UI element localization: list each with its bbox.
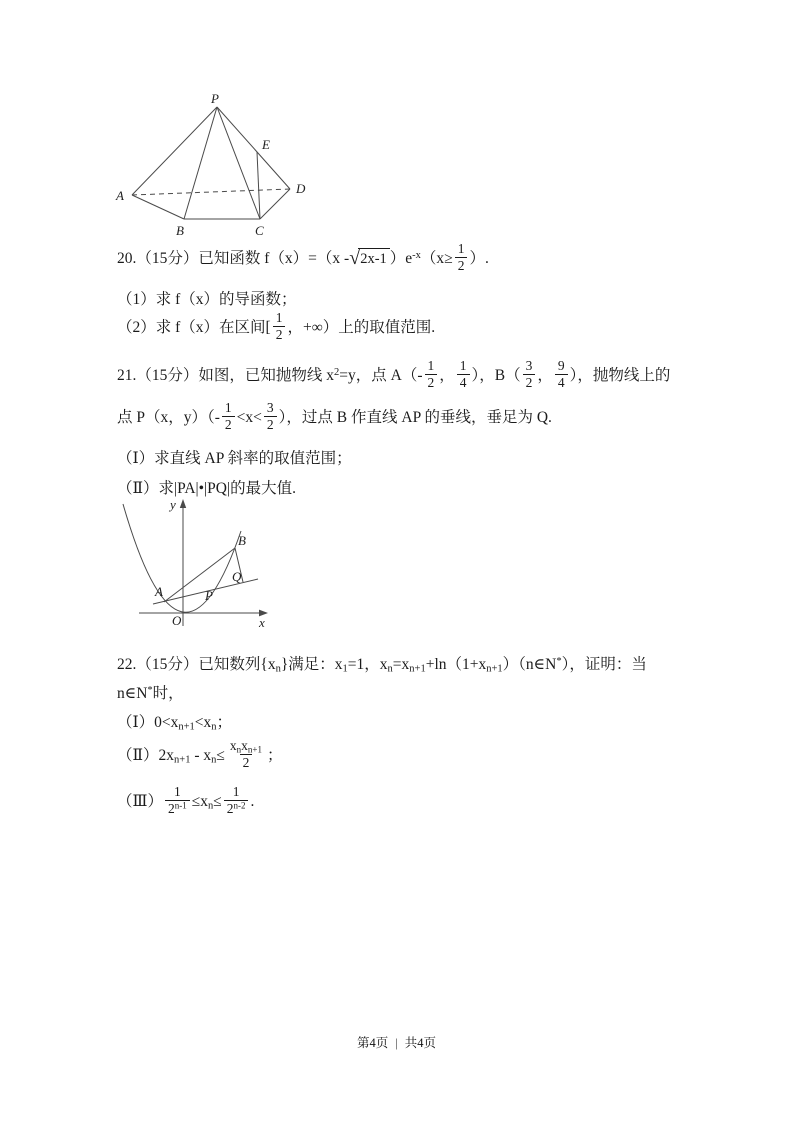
vertex-label-P: P (211, 92, 219, 106)
text-segment: （Ⅰ）0<x (117, 714, 179, 731)
fraction (224, 784, 249, 816)
subscript: n+1 (486, 663, 503, 675)
parabola-figure (113, 496, 283, 644)
pyramid-edges (132, 107, 290, 219)
text-segment: . (250, 793, 255, 810)
problem-21-heading (117, 355, 685, 439)
fraction-numerator (227, 738, 265, 754)
subscript: n (207, 800, 214, 812)
text-segment: （Ⅱ）求|PA|•|PQ|的最大值. (117, 480, 296, 497)
line-AB (164, 548, 235, 602)
text-segment: - x (190, 747, 212, 764)
parabola-curve (123, 504, 241, 612)
text-segment: =1，x (347, 656, 388, 673)
edge-CD (260, 189, 290, 219)
text-segment: 时， (152, 685, 184, 702)
fraction-denominator: 2 (273, 326, 286, 343)
problem-22-heading (117, 650, 685, 708)
superscript: * (147, 684, 153, 696)
vertex-label-C: C (255, 223, 264, 238)
problem-20-heading (117, 242, 737, 276)
text-segment: ），B（ (471, 367, 521, 384)
text-segment: ），抛物线上的点 P（x，y）（- (117, 367, 671, 426)
edge-AB (132, 195, 184, 219)
text-segment: （x≥ (420, 250, 453, 267)
text-segment: <x (194, 714, 212, 731)
text-segment: 2 (167, 800, 175, 816)
fraction (457, 358, 470, 390)
fraction-denominator: 4 (457, 374, 470, 391)
text-segment: ≤ (213, 793, 222, 810)
fraction-numerator: 3 (266, 400, 274, 416)
edge-PD (217, 107, 290, 189)
text-segment: ）（n∈N (502, 656, 557, 673)
fraction-numerator: 1 (232, 784, 240, 800)
text-segment: 20.（15分）已知函数 f（x）=（x - (117, 250, 350, 267)
fraction-denominator: 2 (222, 416, 235, 433)
parabola-lines (123, 504, 262, 626)
superscript: 2 (334, 366, 340, 378)
subscript: n (211, 721, 217, 733)
subscript: n+1 (174, 754, 191, 766)
text-segment: （Ⅰ）求直线 AP 斜率的取值范围； (117, 450, 352, 467)
text-segment: =y，点 A（- (339, 367, 423, 384)
page-footer (0, 1033, 793, 1051)
axis-label-x: x (259, 615, 265, 630)
fraction (165, 784, 190, 816)
point-label-B: B (238, 533, 246, 548)
fraction-numerator: 1 (173, 784, 181, 800)
radical-sign-icon: √ (349, 247, 361, 270)
parabola-labels (154, 497, 265, 630)
vertex-label-A: A (116, 188, 124, 203)
point-label-A: A (155, 584, 163, 599)
text-segment: ； (216, 714, 233, 731)
vertex-label-E: E (262, 137, 270, 152)
text-segment: ，+∞）上的取值范围. (287, 319, 436, 336)
footer-page-number: 第4页 (356, 1036, 389, 1050)
vertex-label-B: B (176, 223, 184, 238)
fraction-numerator: 3 (525, 358, 533, 374)
text-segment: ， (439, 367, 455, 384)
text-segment: +ln（1+x (425, 656, 487, 673)
problem-22-part3 (117, 780, 254, 824)
subscript: 1 (342, 663, 348, 675)
text-segment: 2 (226, 800, 234, 816)
fraction-denominator: 2 (425, 374, 438, 391)
fraction (273, 310, 286, 342)
text-segment: ）e (389, 250, 413, 267)
text-segment: x (229, 738, 237, 754)
vertex-label-D: D (296, 181, 306, 196)
fraction-numerator: 1 (224, 400, 232, 416)
fraction (222, 400, 235, 432)
text-segment: ），过点 B 作直线 AP 的垂线，垂足为 Q. (278, 409, 552, 426)
fraction-denominator: 2 (455, 257, 468, 274)
fraction-denominator (165, 800, 190, 817)
text-segment: <x< (236, 409, 262, 426)
footer-page-total: 共4页 (404, 1036, 437, 1050)
fraction (227, 738, 265, 770)
axis-arrows (180, 499, 268, 616)
fraction (264, 400, 277, 432)
superscript: * (556, 655, 562, 667)
subscript: n+1 (178, 721, 195, 733)
text-segment: （Ⅱ）2x (117, 747, 175, 764)
subscript: n (275, 663, 281, 675)
text-segment: ），证明：当 n∈N (117, 656, 647, 702)
edge-PC (217, 107, 260, 219)
pyramid-figure (107, 92, 322, 244)
fraction-denominator: 2 (523, 374, 536, 391)
fraction-numerator: 9 (557, 358, 565, 374)
footer-separator: | (395, 1036, 398, 1050)
fraction (523, 358, 536, 390)
problem-22-part1 (117, 710, 232, 736)
fraction (555, 358, 568, 390)
fraction-numerator: 1 (457, 241, 465, 257)
y-axis-arrow-icon (180, 499, 186, 508)
fraction-numerator: 1 (275, 310, 283, 326)
origin-label-O: O (172, 613, 182, 628)
text-segment: ≤x (191, 793, 208, 810)
point-label-P: P (205, 588, 213, 603)
edge-AD-dashed (132, 189, 290, 195)
text-segment: ）. (469, 250, 489, 267)
fraction (425, 358, 438, 390)
subscript: n (387, 663, 393, 675)
text-segment: （1）求 f（x）的导函数； (117, 291, 297, 308)
text-segment: =x (392, 656, 410, 673)
text-segment: }满足：x (280, 656, 343, 673)
text-segment: （2）求 f（x）在区间[ (117, 319, 271, 336)
axis-label-y: y (170, 497, 176, 512)
text-segment: ； (266, 747, 283, 764)
subscript: n (236, 744, 242, 755)
fraction (455, 241, 468, 273)
text-segment: ≤ (216, 747, 225, 764)
text-segment: x (241, 738, 248, 754)
fraction-denominator: 4 (555, 374, 568, 391)
subscript: n+1 (247, 744, 262, 755)
subscript: n+1 (409, 663, 426, 675)
point-label-Q: Q (232, 569, 242, 584)
fraction-denominator: 2 (264, 416, 277, 433)
problem-20-part2 (117, 310, 435, 346)
sqrt-radical (349, 248, 390, 268)
problem-22-part2 (117, 736, 283, 776)
fraction-numerator: 1 (459, 358, 467, 374)
text-segment: ， (537, 367, 553, 384)
problem-21-part1 (117, 446, 352, 472)
fraction-denominator: 2 (240, 754, 253, 771)
superscript: n-1 (174, 800, 187, 811)
fraction-numerator: 1 (427, 358, 435, 374)
radicand: 2x-1 (358, 248, 390, 268)
edge-CE (257, 152, 260, 219)
text-segment: （Ⅲ） (117, 793, 163, 810)
subscript: n (211, 754, 217, 766)
superscript: -x (412, 249, 421, 261)
superscript: n-2 (233, 800, 246, 811)
text-segment: 21.（15分）如图，已知抛物线 x (117, 367, 335, 384)
fraction-denominator (224, 800, 249, 817)
text-segment: 22.（15分）已知数列{x (117, 656, 276, 673)
